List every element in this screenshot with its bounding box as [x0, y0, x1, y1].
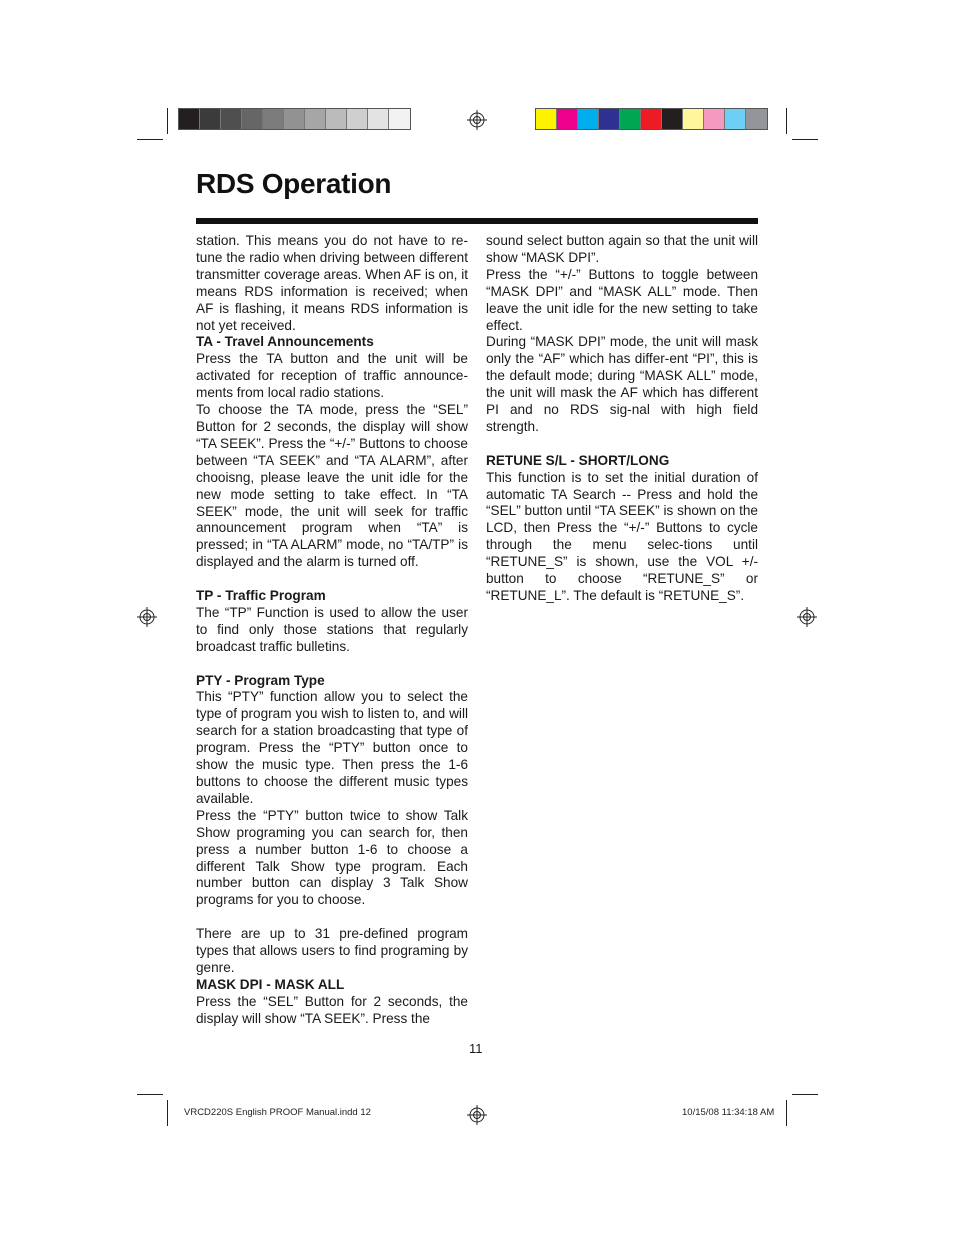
crop-mark [786, 1100, 787, 1126]
registration-target-icon [137, 607, 157, 627]
paragraph-gap [486, 436, 758, 453]
paragraph: Press the TA button and the unit will be activated for reception of traffic announce-ments from local radio stations. [196, 351, 468, 401]
section-heading: MASK DPI - MASK ALL [196, 976, 345, 992]
page-number: 11 [469, 1041, 483, 1056]
color-swatch [683, 109, 704, 129]
paragraph: station. This means you do not have to re-tune the radio when driving between different transmitter coverage areas. When AF is on, it means RDS information is received; when AF is flashing, it means RDS information is not yet received. [196, 233, 468, 333]
right-column [486, 233, 758, 605]
registration-target-icon [467, 1105, 487, 1125]
color-swatch [641, 109, 662, 129]
color-swatch [704, 109, 725, 129]
paragraph: sound select button again so that the unit will show “MASK DPI”. [486, 233, 758, 265]
color-swatch [578, 109, 599, 129]
footer-file-info: VRCD220S English PROOF Manual.indd 12 [184, 1107, 371, 1118]
paragraph: Press the “PTY” button twice to show Talk Show programing you can search for, then press a number button 1-6 to choose a different Talk Show type program. Each number button can display 3 Talk Show programs for you to choose. [196, 807, 468, 908]
crop-mark [137, 1094, 163, 1095]
crop-mark [167, 1100, 168, 1126]
section-heading: TP - Traffic Program [196, 588, 326, 604]
title-rule [196, 218, 758, 224]
crop-mark [792, 139, 818, 140]
color-swatch [389, 109, 410, 129]
color-swatch [368, 109, 389, 129]
color-swatch [305, 109, 326, 129]
color-swatch [179, 109, 200, 129]
registration-target-icon [797, 607, 817, 627]
color-swatch [347, 109, 368, 129]
crop-mark [137, 139, 163, 140]
paragraph: There are up to 31 pre-defined program types that allows users to find programing by genre. [196, 926, 468, 975]
footer-timestamp: 10/15/08 11:34:18 AM [682, 1107, 775, 1118]
crop-mark [167, 108, 168, 134]
paragraph-gap [196, 909, 468, 926]
color-swatch [242, 109, 263, 129]
paragraph: The “TP” Function is used to allow the user to find only those stations that regularly broadcast traffic bulletins. [196, 604, 468, 654]
color-swatch [746, 109, 767, 129]
registration-target-icon [467, 110, 487, 130]
color-swatch [557, 109, 578, 129]
paragraph: To choose the TA mode, press the “SEL” Button for 2 seconds, the display will show “TA SEEK”. Press the “+/-” Buttons to choose between “TA SEEK” and “TA ALARM”, after chooisng, please leave the unit idle for the new mode setting to take effect. In “TA SEEK” mode, the unit will seek for traffic announcement program when “TA” is pressed; in “TA ALARM” mode, no “TA/TP” is displayed and the alarm is turned off. [196, 402, 468, 570]
paragraph: Press the “SEL” Button for 2 seconds, the display will show “TA SEEK”. Press the [196, 993, 468, 1026]
paragraph-gap [196, 656, 468, 673]
paragraph-gap [196, 571, 468, 588]
section-heading: TA - Travel Announcements [196, 334, 374, 350]
crop-mark [792, 1094, 818, 1095]
page-title: RDS Operation [196, 168, 392, 199]
section-heading: PTY - Program Type [196, 672, 325, 688]
color-swatch [662, 109, 683, 129]
color-swatch [599, 109, 620, 129]
grayscale-color-bar [178, 108, 411, 130]
paragraph: This “PTY” function allow you to select the type of program you wish to listen to, and will search for a station broadcasting that type of program. Press the “PTY” button once to show the music type. Then press the 1-6 buttons to choose the different music types available. [196, 689, 468, 806]
paragraph: Press the “+/-” Buttons to toggle between “MASK DPI” and “MASK ALL” mode. Then leave the unit idle for the new setting to take effect. [486, 266, 758, 333]
color-swatch [263, 109, 284, 129]
color-swatch [284, 109, 305, 129]
paragraph: This function is to set the initial duration of automatic TA Search -- Press and hold the “SEL” button until “TA SEEK” is shown on the LCD, then Press the “+/-” Buttons to cycle through the menu selec-tions until “RETUNE_S” is shown, use the VOL +/- button to choose “RETUNE_S” or “RETUNE_L”. The default is “RETUNE_S”. [486, 469, 758, 604]
color-swatch [326, 109, 347, 129]
color-swatch [725, 109, 746, 129]
left-column [196, 233, 468, 1028]
paragraph: During “MASK DPI” mode, the unit will mask only the “AF” which has differ-ent “PI”, this is the default mode; during “MASK ALL” mode, the unit will mask the AF which has different PI and no RDS sig-nal with high field strength. [486, 334, 758, 434]
color-swatch [536, 109, 557, 129]
crop-mark [786, 108, 787, 134]
color-swatch [221, 109, 242, 129]
process-color-bar [535, 108, 768, 130]
section-heading: RETUNE S/L - SHORT/LONG [486, 452, 670, 468]
color-swatch [620, 109, 641, 129]
color-swatch [200, 109, 221, 129]
